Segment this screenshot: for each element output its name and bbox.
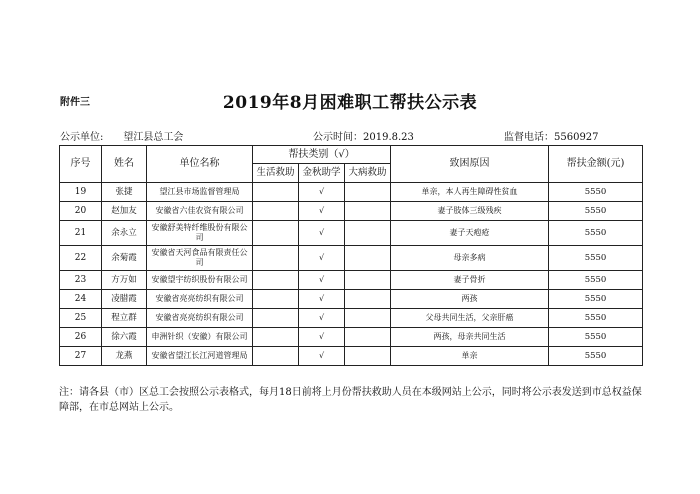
row-cat-living — [253, 328, 299, 347]
row-cat-edu: √ — [299, 246, 345, 271]
row-unit: 申洲针织（安徽）有限公司 — [147, 328, 253, 347]
table-row — [60, 290, 643, 309]
row-unit: 安徽省望江长江河道管理局 — [147, 347, 253, 366]
table-row — [60, 246, 643, 271]
row-amount: 5550 — [549, 271, 643, 290]
row-amount: 5550 — [549, 183, 643, 202]
row-unit: 安徽省亮亮纺织有限公司 — [147, 309, 253, 328]
row-cat-medical — [345, 309, 391, 328]
header-unit: 单位名称 — [147, 146, 253, 183]
row-cat-medical — [345, 246, 391, 271]
row-cat-edu: √ — [299, 290, 345, 309]
row-unit: 安徽望宇纺织股份有限公司 — [147, 271, 253, 290]
table-row — [60, 309, 643, 328]
row-cat-edu: √ — [299, 202, 345, 221]
header-amount: 帮扶金额(元) — [549, 146, 643, 183]
row-cat-living — [253, 271, 299, 290]
page-title: 2019年8月困难职工帮扶公示表 — [222, 93, 478, 113]
row-seq: 22 — [60, 246, 102, 271]
row-name: 凌腊霞 — [102, 290, 147, 309]
attachment-label: 附件三 — [60, 97, 90, 108]
row-reason: 两孩，母亲共同生活 — [391, 328, 549, 347]
publishing-unit: 公示单位: 望江县总工会 — [60, 132, 184, 143]
row-seq: 24 — [60, 290, 102, 309]
row-name: 程立群 — [102, 309, 147, 328]
row-cat-medical — [345, 328, 391, 347]
row-reason: 父母共同生活，父亲肝癌 — [391, 309, 549, 328]
table-row — [60, 271, 643, 290]
header-seq: 序号 — [60, 146, 102, 183]
table-row — [60, 183, 643, 202]
table-row — [60, 328, 643, 347]
row-cat-living — [253, 183, 299, 202]
row-name: 张捷 — [102, 183, 147, 202]
row-reason: 单亲 — [391, 347, 549, 366]
row-cat-medical — [345, 183, 391, 202]
row-reason: 妻子肢体三级残疾 — [391, 202, 549, 221]
table-row — [60, 347, 643, 366]
row-cat-medical — [345, 221, 391, 246]
footnote: 注：请各县（市）区总工会按照公示表格式，每月18日前将上月份帮扶救助人员在本级网站上公示，同时将公示表发送到市总权益保障部，在市总网站上公示。 — [59, 387, 642, 413]
row-seq: 21 — [60, 221, 102, 246]
table-row — [60, 202, 643, 221]
row-amount: 5550 — [549, 202, 643, 221]
row-cat-medical — [345, 202, 391, 221]
row-cat-living — [253, 202, 299, 221]
row-seq: 20 — [60, 202, 102, 221]
row-cat-living — [253, 290, 299, 309]
row-cat-medical — [345, 271, 391, 290]
supervision-phone: 监督电话：5560927 — [504, 132, 599, 143]
row-cat-living — [253, 221, 299, 246]
row-name: 余菊霞 — [102, 246, 147, 271]
row-unit: 望江县市场监督管理局 — [147, 183, 253, 202]
row-reason: 单亲，本人再生障碍性贫血 — [391, 183, 549, 202]
row-amount: 5550 — [549, 347, 643, 366]
row-amount: 5550 — [549, 328, 643, 347]
assistance-table — [59, 145, 643, 366]
row-reason: 妻子天疱疮 — [391, 221, 549, 246]
row-cat-edu: √ — [299, 183, 345, 202]
row-cat-edu: √ — [299, 221, 345, 246]
row-seq: 26 — [60, 328, 102, 347]
row-cat-medical — [345, 290, 391, 309]
header-cat-living: 生活救助 — [253, 164, 299, 183]
row-amount: 5550 — [549, 290, 643, 309]
row-unit: 安徽省天河食品有限责任公司 — [147, 246, 253, 271]
row-seq: 25 — [60, 309, 102, 328]
header-name: 姓名 — [102, 146, 147, 183]
table-row — [60, 221, 643, 246]
header-category: 帮扶类别（√） — [253, 146, 391, 164]
row-seq: 27 — [60, 347, 102, 366]
header-cat-medical: 大病救助 — [345, 164, 391, 183]
row-cat-living — [253, 246, 299, 271]
row-name: 余永立 — [102, 221, 147, 246]
row-amount: 5550 — [549, 221, 643, 246]
row-unit: 安徽省六佳农资有限公司 — [147, 202, 253, 221]
row-cat-edu: √ — [299, 347, 345, 366]
row-cat-edu: √ — [299, 309, 345, 328]
row-unit: 安徽省亮亮纺织有限公司 — [147, 290, 253, 309]
row-reason: 妻子骨折 — [391, 271, 549, 290]
row-name: 赵加友 — [102, 202, 147, 221]
row-name: 方万如 — [102, 271, 147, 290]
row-cat-living — [253, 309, 299, 328]
row-name: 龙燕 — [102, 347, 147, 366]
row-cat-edu: √ — [299, 328, 345, 347]
row-name: 徐六霞 — [102, 328, 147, 347]
row-cat-living — [253, 347, 299, 366]
row-cat-edu: √ — [299, 271, 345, 290]
row-amount: 5550 — [549, 309, 643, 328]
row-reason: 两孩 — [391, 290, 549, 309]
row-unit: 安徽舒美特纤维股份有限公司 — [147, 221, 253, 246]
row-cat-medical — [345, 347, 391, 366]
row-seq: 23 — [60, 271, 102, 290]
publish-time: 公示时间：2019.8.23 — [313, 132, 414, 143]
header-reason: 致困原因 — [391, 146, 549, 183]
header-cat-edu: 金秋助学 — [299, 164, 345, 183]
row-seq: 19 — [60, 183, 102, 202]
row-amount: 5550 — [549, 246, 643, 271]
row-reason: 母亲多病 — [391, 246, 549, 271]
